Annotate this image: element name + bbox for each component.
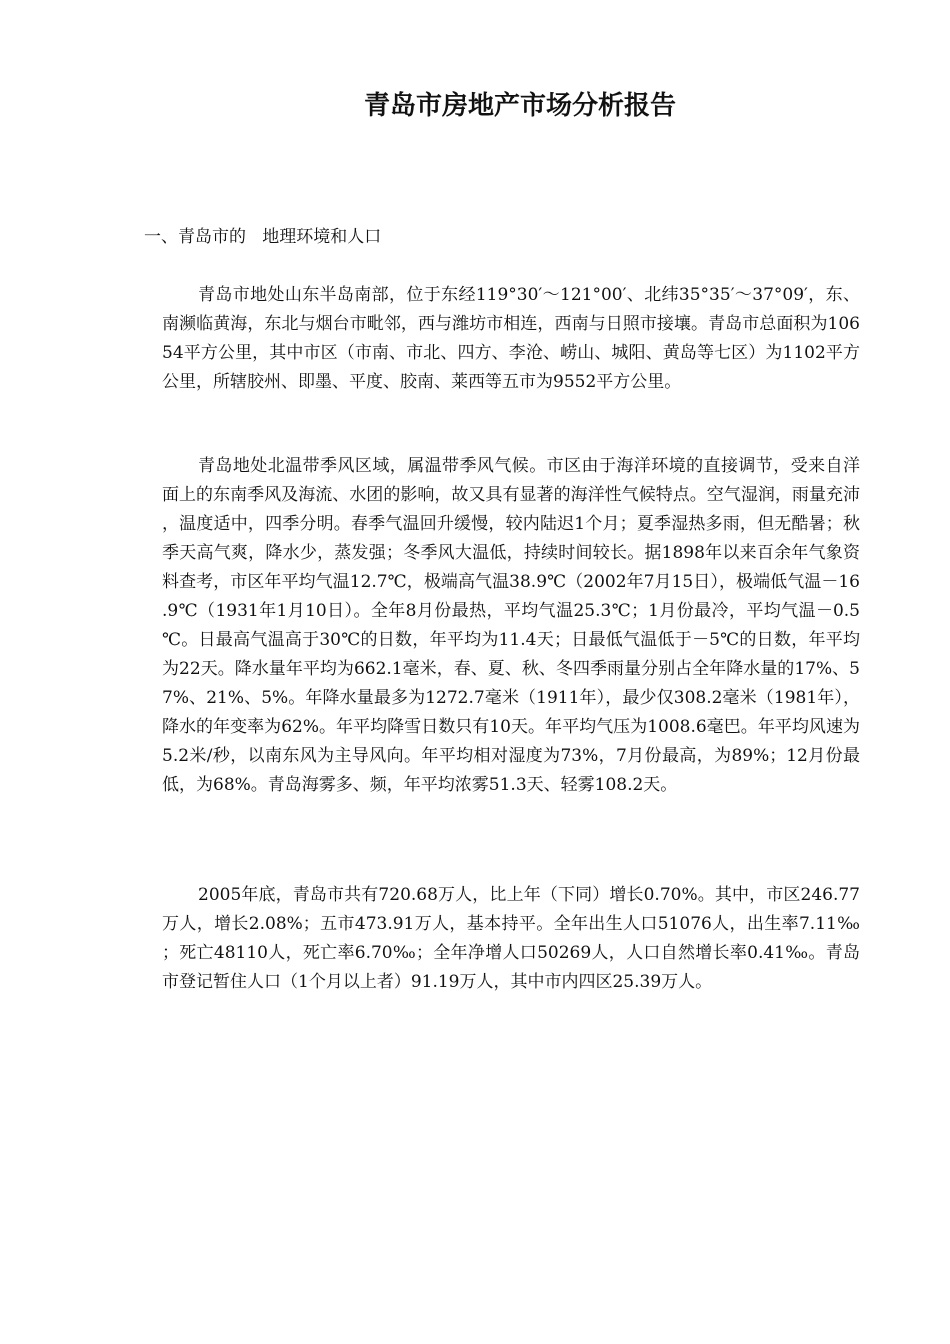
paragraph-climate: 青岛地处北温带季风区域，属温带季风气候。市区由于海洋环境的直接调节，受来自洋面上的东南季风及海流、水团的影响，故又具有显著的海洋性气候特点。空气湿润，雨量充沛，温度适中，四季分明。春季气温回升缓慢，较内陆迟1个月；夏季湿热多雨，但无酷暑；秋季天高气爽，降水少，蒸发强；冬季风大温低，持续时间较长。据1898年以来百余年气象资料查考，市区年平均气温12.7℃，极端高气温38.9℃（2002年7月15日），极端低气温－16.9℃（1931年1月10日）。全年8月份最热，平均气温25.3℃；1月份最冷，平均气温－0.5℃。日最高气温高于30℃的日数，年平均为11.4天；日最低气温低于－5℃的日数，年平均为22天。降水量年平均为662.1毫米，春、夏、秋、冬四季雨量分别占全年降水量的17%、57%、21%、5%。年降水量最多为1272.7毫米（1911年），最少仅308.2毫米（1981年），降水的年变率为62%。年平均降雪日数只有10天。年平均气压为1008.6毫巴。年平均风速为5.2米/秒，以南东风为主导风向。年平均相对湿度为73%，7月份最高，为89%；12月份最低，为68%。青岛海雾多、频，年平均浓雾51.3天、轻雾108.2天。 [162, 456, 860, 795]
document-title: 青岛市房地产市场分析报告 [363, 91, 676, 121]
paragraph-geography: 青岛市地处山东半岛南部，位于东经119°30′～121°00′、北纬35°35′～37°09′，东、南濒临黄海，东北与烟台市毗邻，西与潍坊市相连，西南与日照市接壤。青岛市总面积为10654平方公里，其中市区（市南、市北、四方、李沧、崂山、城阳、黄岛等七区）为1102平方公里，所辖胶州、即墨、平度、胶南、莱西等五市为9552平方公里。 [162, 285, 860, 392]
paragraph-population: 2005年底，青岛市共有720.68万人，比上年（下同）增长0.70%。其中，市区246.77万人，增长2.08%；五市473.91万人，基本持平。全年出生人口51076人，出生率7.11‰；死亡48110人，死亡率6.70‰；全年净增人口50269人，人口自然增长率0.41‰。青岛市登记暂住人口（1个月以上者）91.19万人，其中市内四区25.39万人。 [162, 885, 860, 992]
section-heading: 一、青岛市的 地理环境和人口 [144, 227, 382, 247]
